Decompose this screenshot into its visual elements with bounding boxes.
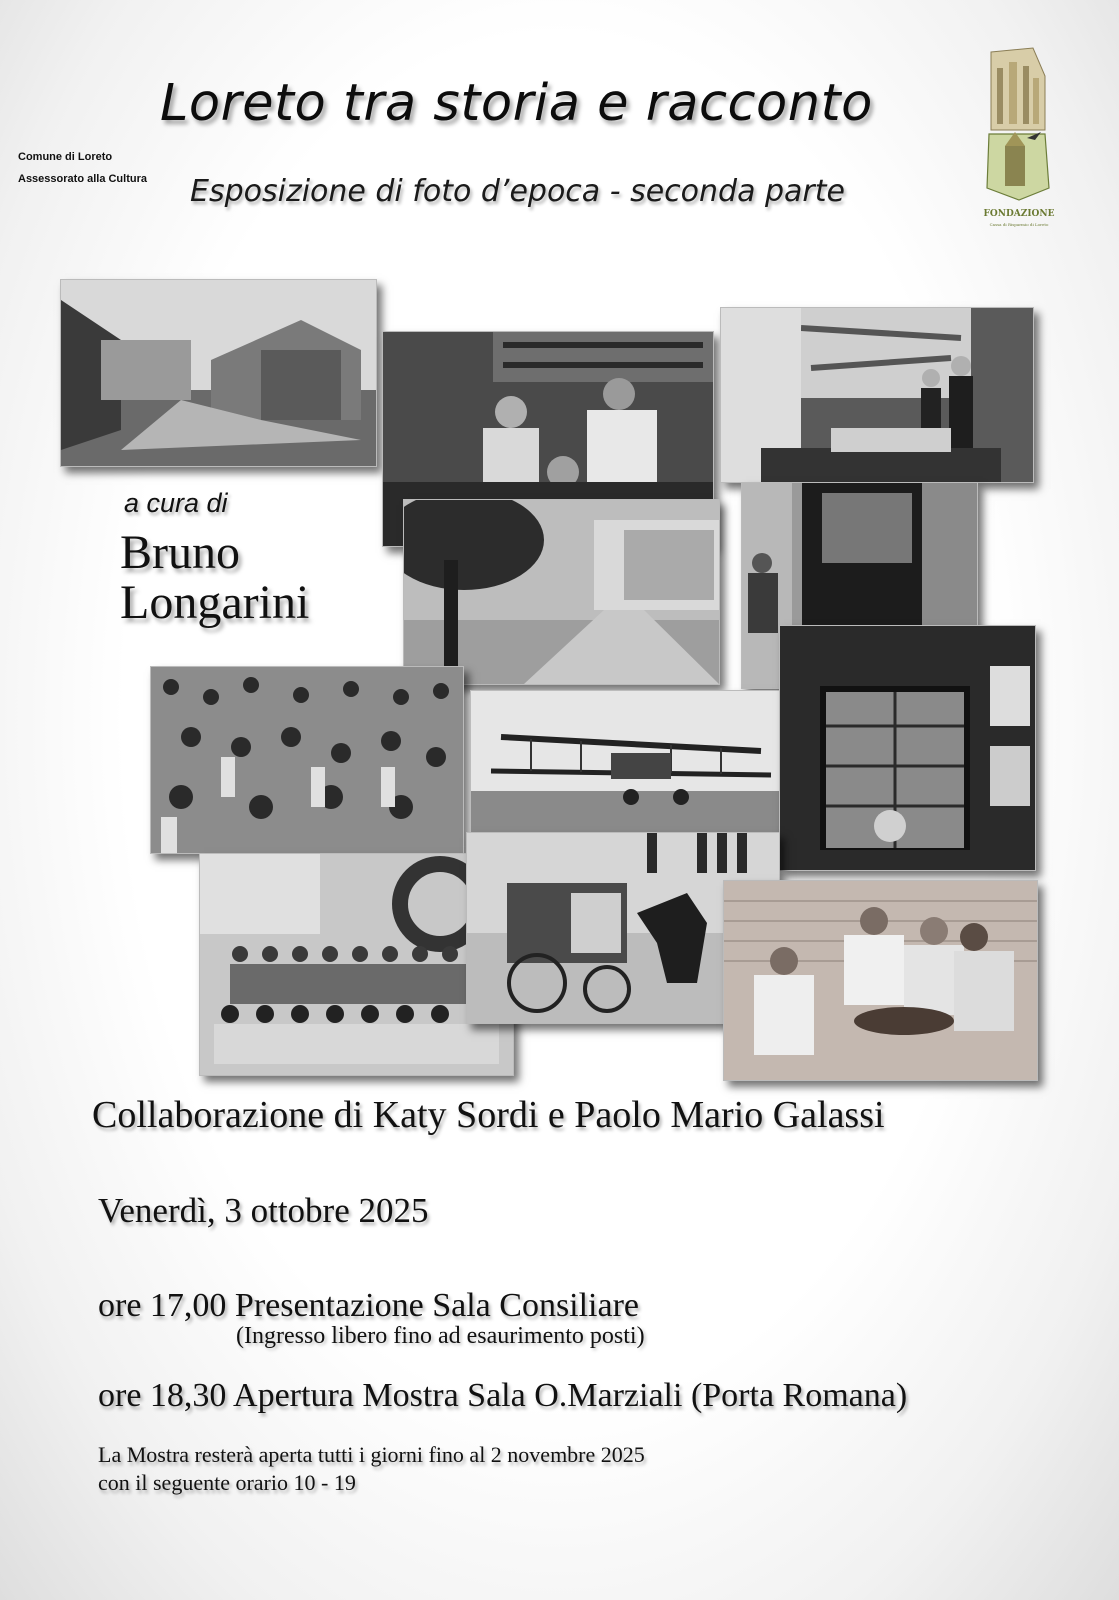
photo-shoemakers	[723, 880, 1038, 1081]
curator-name	[120, 528, 309, 628]
opening-time: ore 18,30 Apertura Mostra Sala O.Marziali (Porta Romana)	[98, 1377, 908, 1414]
closing-line-1: La Mostra resterà aperta tutti i giorni fino al 2 novembre 2025	[98, 1442, 645, 1467]
logo-text: FONDAZIONE	[983, 209, 1055, 219]
curator-first-name: Bruno	[120, 526, 240, 579]
logo-subtext: Cassa di Risparmio di Loreto	[989, 222, 1049, 227]
photo-meeting-model	[720, 307, 1034, 483]
photo-street-houses	[60, 279, 377, 467]
closing-info	[98, 1441, 645, 1497]
photo-crowd-dancing	[150, 666, 464, 854]
curated-by-label: a cura di	[124, 488, 228, 518]
organizer-line-2: Assessorato alla Cultura	[18, 173, 147, 185]
photo-window-display	[779, 625, 1036, 871]
presentation-time: ore 17,00 Presentazione Sala Consiliare	[98, 1287, 640, 1324]
photo-biplane	[470, 690, 792, 840]
photo-road-tree	[403, 499, 720, 685]
poster-subtitle: Esposizione di foto d’epoca - seconda parte	[190, 174, 845, 209]
organizer	[18, 146, 147, 190]
event-date: Venerdì, 3 ottobre 2025	[98, 1191, 429, 1230]
closing-line-2: con il seguente orario 10 - 19	[98, 1470, 356, 1495]
organizer-line-1: Comune di Loreto	[18, 151, 113, 163]
curator-last-name: Longarini	[120, 576, 310, 629]
fondazione-logo	[983, 46, 1059, 232]
collaboration-credit: Collaborazione di Katy Sordi e Paolo Mario Galassi	[92, 1094, 885, 1136]
poster-title: Loreto tra storia e racconto	[160, 74, 873, 133]
presentation-note: (Ingresso libero fino ad esaurimento posti)	[236, 1323, 645, 1349]
